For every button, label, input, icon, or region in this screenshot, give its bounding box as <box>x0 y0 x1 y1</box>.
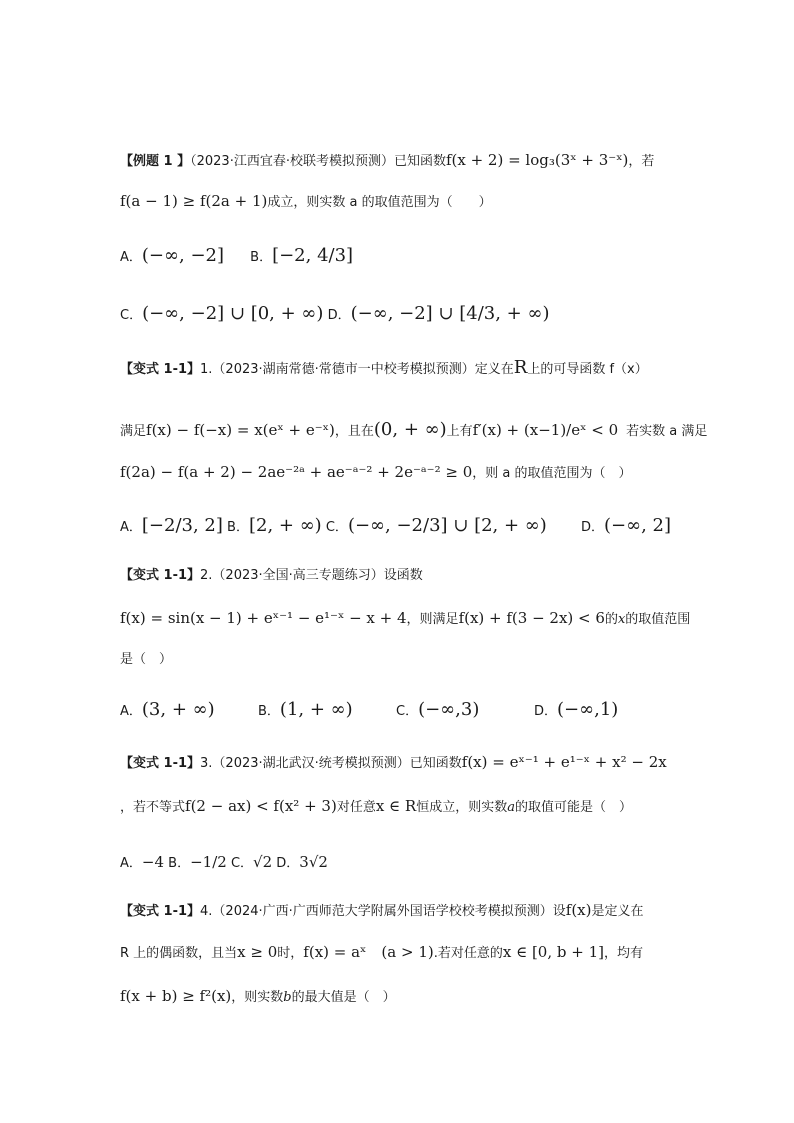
option-label: A． <box>120 704 142 719</box>
domain-symbol: R <box>513 357 528 378</box>
variant-4-definition: f(x) = aˣ (a > 1) <box>303 943 434 961</box>
variant-3-inequality: f(2 − ax) < f(x² + 3) <box>185 797 337 815</box>
variant-1-text: ，则 a 的取值范围为（ ） <box>472 466 632 481</box>
option-a <box>120 700 258 722</box>
variant-1-source-end: 上的可导函数 f（x） <box>527 362 648 377</box>
example-1-source: （2023·江西宜春·校联考模拟预测）已知函数 <box>190 154 446 169</box>
option-value: (−∞, −2] ∪ [4/3, + ∞) <box>350 303 550 324</box>
variant-4-function: f(x) <box>565 901 592 919</box>
variant-1-text: 上有 <box>446 424 473 439</box>
option-d <box>328 304 550 326</box>
variant-4-source: 4.（2024·广西·广西师范大学附属外国语学校校考模拟预测）设 <box>200 904 566 919</box>
example-1-stem-end: 成立，则实数 a 的取值范围为（ ） <box>267 195 492 210</box>
variant-4-text: R 上的偶函数，且当 <box>120 946 238 961</box>
variant-1-source: 1.（2023·湖南常德·常德市一中校考模拟预测）定义在 <box>200 362 514 377</box>
variant-1-line-2 <box>120 420 707 442</box>
option-d <box>534 700 618 722</box>
variant-3-function: f(x) = eˣ⁻¹ + e¹⁻ˣ + x² − 2x <box>461 753 667 771</box>
option-label: A． <box>120 520 142 535</box>
option-a <box>120 852 164 874</box>
variant-4-line-3 <box>120 986 396 1008</box>
variant-4-text: ，则实数 <box>231 990 284 1005</box>
option-b <box>168 852 227 874</box>
option-c <box>326 516 547 538</box>
variant-2-line-2 <box>120 608 690 630</box>
option-value: (−∞,3) <box>418 699 480 720</box>
variant-1-inequality: f(2a) − f(a + 2) − 2ae⁻²ᵃ + ae⁻ᵃ⁻² + 2e⁻ᵃ⁻² ≥ 0 <box>120 463 473 481</box>
option-value: (−∞, −2] <box>141 245 225 266</box>
option-value: (−∞, −2/3] ∪ [2, + ∞) <box>347 515 547 536</box>
variant-3-line-2 <box>120 796 632 818</box>
option-d <box>276 852 328 874</box>
variant-1-options <box>120 516 671 538</box>
example-1-function: f(x + 2) = log₃(3ˣ + 3⁻ˣ) <box>445 151 629 169</box>
example-1-line-2 <box>120 191 492 213</box>
option-value: 3√2 <box>299 853 328 871</box>
variant-4-range: x ∈ [0, b + 1] <box>502 943 604 961</box>
example-1-line-1 <box>120 150 654 172</box>
option-label: C． <box>230 856 254 871</box>
variant-1-equation: f(x) − f(−x) = x(eˣ + e⁻ˣ) <box>146 421 335 439</box>
example-1-text: ，若 <box>628 154 655 169</box>
variant-4-text: ，均有 <box>604 946 644 961</box>
option-label: B． <box>258 704 280 719</box>
variant-4-inequality: f(x + b) ≥ f²(x) <box>120 987 232 1005</box>
option-label: C． <box>396 704 419 719</box>
variant-2-tag: 【变式 1-1】 <box>120 568 201 583</box>
option-value: [−2/3, 2] <box>141 515 223 536</box>
variant-3-text: 的取值可能是（ ） <box>515 800 633 815</box>
variant-4-tag: 【变式 1-1】 <box>120 904 201 919</box>
variant-4-variable: b <box>283 990 292 1005</box>
option-value: −1/2 <box>190 853 227 871</box>
option-c <box>396 700 534 722</box>
variant-4-line-2 <box>120 942 643 964</box>
variant-3-options <box>120 852 328 874</box>
variant-2-text: 的 <box>604 612 618 627</box>
option-value: (−∞,1) <box>557 699 619 720</box>
variant-2-text: ，则满足 <box>406 612 459 627</box>
variant-4-text: .若对任意的 <box>433 946 503 961</box>
option-label: C． <box>325 520 348 535</box>
option-value: [−2, 4/3] <box>272 245 354 266</box>
example-1-condition: f(a − 1) ≥ f(2a + 1) <box>120 192 268 210</box>
variant-3-tag: 【变式 1-1】 <box>120 756 201 771</box>
example-1-options-cd <box>120 304 550 326</box>
option-label: B． <box>250 250 273 265</box>
option-label: D． <box>534 704 558 719</box>
option-value: [2, + ∞) <box>248 515 322 536</box>
variant-3-text: 恒成立，则实数 <box>416 800 508 815</box>
option-label: C． <box>120 308 143 323</box>
variant-1-line-3 <box>120 462 631 484</box>
variant-2-options <box>120 700 618 722</box>
option-label: D． <box>276 856 300 871</box>
variant-3-source: 3.（2023·湖北武汉·统考模拟预测）已知函数 <box>200 756 462 771</box>
variant-1-interval: (0, + ∞) <box>373 419 447 440</box>
variant-2-condition: f(x) + f(3 − 2x) < 6 <box>458 609 605 627</box>
option-label: B． <box>227 520 249 535</box>
option-value: (−∞, −2] ∪ [0, + ∞) <box>142 303 324 324</box>
option-value: (1, + ∞) <box>279 699 353 720</box>
variant-2-variable: x <box>617 612 626 627</box>
variant-3-domain: x ∈ R <box>375 797 417 815</box>
option-value: −4 <box>141 853 165 871</box>
option-label: D． <box>327 308 351 323</box>
option-a <box>120 516 223 538</box>
variant-4-line-1 <box>120 900 644 922</box>
example-1-options-ab <box>120 246 353 268</box>
variant-2-source: 2.（2023·全国·高三专题练习）设函数 <box>200 568 423 583</box>
variant-2-line-3 <box>120 650 172 670</box>
variant-2-text: 是（ ） <box>120 652 173 667</box>
variant-4-condition: x ≥ 0 <box>237 943 278 961</box>
option-c <box>231 852 272 874</box>
variant-1-line-1 <box>120 358 648 380</box>
variant-3-variable: a <box>507 800 516 815</box>
option-label: A． <box>120 250 142 265</box>
variant-4-text: 时， <box>277 946 304 961</box>
option-label: B． <box>168 856 191 871</box>
variant-3-text: ，若不等式 <box>120 800 186 815</box>
option-value: (3, + ∞) <box>141 699 215 720</box>
option-d <box>581 516 671 538</box>
variant-1-text: ，且在 <box>334 424 374 439</box>
variant-2-function: f(x) = sin(x − 1) + eˣ⁻¹ − e¹⁻ˣ − x + 4 <box>120 609 407 627</box>
option-value: (−∞, 2] <box>603 515 672 536</box>
variant-3-text: 对任意 <box>336 800 376 815</box>
option-b <box>227 516 322 538</box>
option-b <box>258 700 396 722</box>
variant-3-line-1 <box>120 752 667 774</box>
variant-2-text: 的取值范围 <box>625 612 691 627</box>
variant-1-derivative-condition: f′(x) + (x−1)/eˣ < 0 <box>472 421 619 439</box>
option-label: D． <box>580 520 604 535</box>
option-label: A． <box>120 856 142 871</box>
variant-1-tag: 【变式 1-1】 <box>120 362 201 377</box>
option-value: √2 <box>253 853 273 871</box>
variant-1-text: 若实数 a 满足 <box>626 424 708 439</box>
variant-4-source-end: 是定义在 <box>591 904 644 919</box>
variant-2-line-1 <box>120 566 423 586</box>
option-c <box>120 304 323 326</box>
variant-1-text: 满足 <box>120 424 147 439</box>
example-1-tag: 【例题 1 】 <box>120 154 191 169</box>
option-a <box>120 246 224 268</box>
option-b <box>250 246 353 268</box>
variant-4-text: 的最大值是（ ） <box>291 990 396 1005</box>
